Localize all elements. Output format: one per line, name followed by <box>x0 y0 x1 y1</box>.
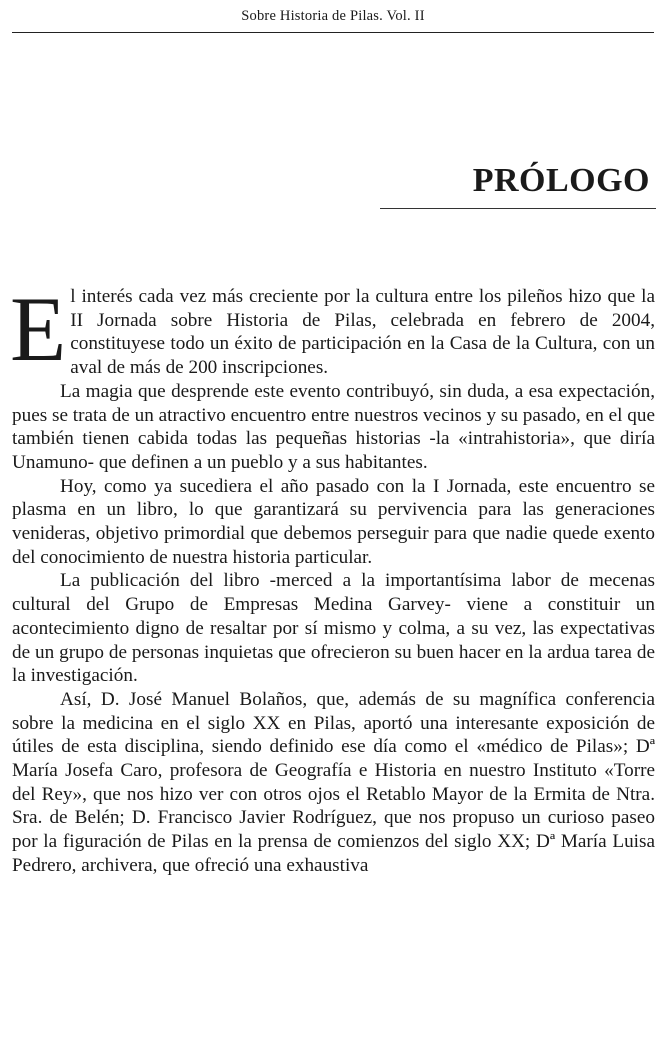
paragraph-2: La magia que desprende este evento contribuyó, sin duda, a esa expectación, pues se trata de un atractivo encuentro entre nuestros vecinos y su pasado, en el que también tienen cabida todas las pequeñas historias -la «intrahistoria», que diría Unamuno- que definen a un pueblo y a sus habitantes. <box>12 380 655 473</box>
header-rule <box>12 32 654 33</box>
drop-cap: E <box>10 278 67 380</box>
body-text <box>10 278 655 878</box>
title-rule <box>380 208 656 209</box>
running-header: Sobre Historia de Pilas. Vol. II <box>241 8 425 24</box>
paragraph-3: Hoy, como ya sucediera el año pasado con la I Jornada, este encuentro se plasma en un libro, lo que garantizará su pervivencia para las generaciones venideras, objetivo primordial que debemos perseguir para que nadie quede exento del conocimiento de nuestra historia particular. <box>12 475 655 568</box>
paragraph-4: La publicación del libro -merced a la importantísima labor de mecenas cultural del Grupo de Empresas Medina Garvey- viene a constituir un acontecimiento digno de resaltar por sí mismo y colma, a su vez, las expectativas de un grupo de personas inquietas que ofrecieron su buen hacer en la ardua tarea de la investigación. <box>12 570 655 687</box>
paragraph-1 <box>10 278 655 380</box>
chapter-title: PRÓLOGO <box>472 162 650 199</box>
paragraph-5: Así, D. José Manuel Bolaños, que, además de su magnífica conferencia sobre la medicina en el siglo XX en Pilas, aportó una interesante exposición de útiles de esta disciplina, siendo definido ese día como el «médico de Pilas»; Dª María Josefa Caro, profesora de Geografía e Historia en nuestro Instituto «Torre del Rey», que nos hizo ver con otros ojos el Retablo Mayor de la Ermita de Ntra. Sra. de Belén; D. Francisco Javier Rodríguez, que nos propuso un curioso paseo por la figuración de Pilas en la prensa de comienzos del siglo XX; Dª María Luisa Pedrero, archivera, que ofreció una exhaustiva <box>12 688 655 876</box>
paragraph-1-text: l interés cada vez más creciente por la cultura entre los pileños hizo que la II Jornada sobre Historia de Pilas, celebrada en febrero de 2004, constituyese todo un éxito de participación en la Casa de la Cultura, con un aval de más de 200 inscripciones. <box>70 286 655 379</box>
